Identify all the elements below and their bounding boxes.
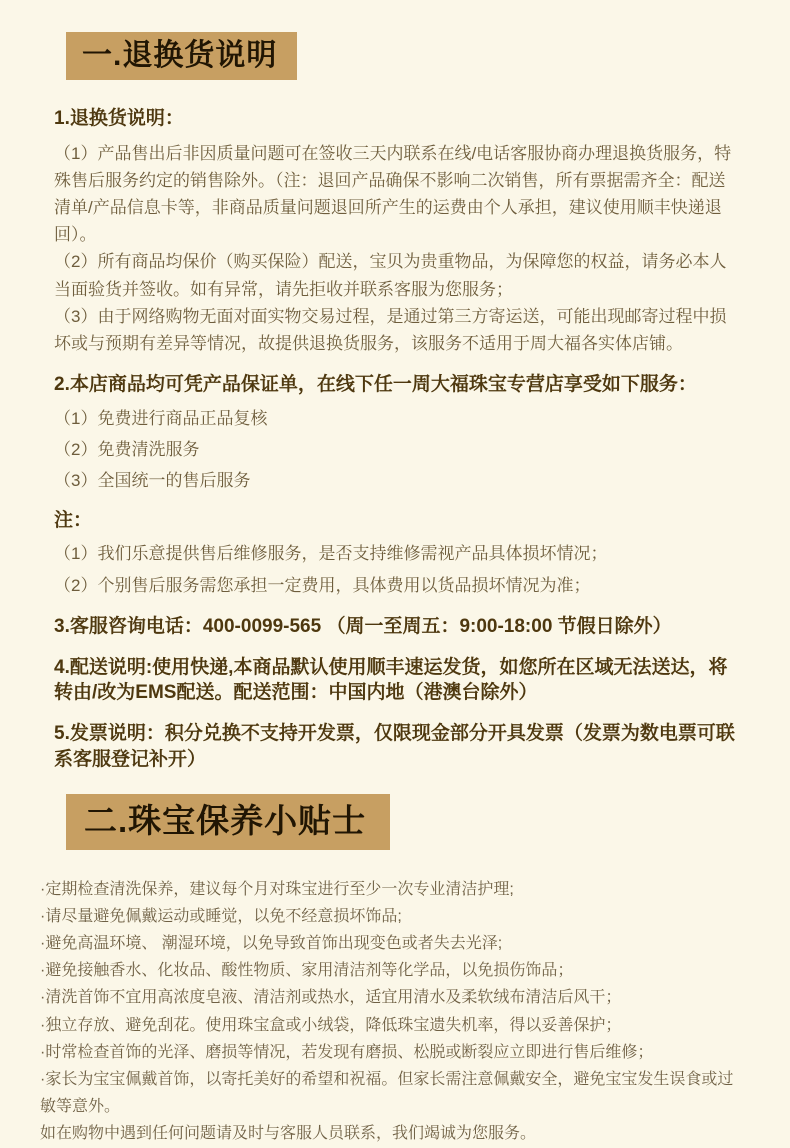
heading-return-policy: 1.退换货说明：: [54, 108, 184, 129]
care-tip-3: ·避免高温环境、 潮湿环境，以免导致首饰出现变色或者失去光泽;: [40, 935, 503, 953]
return-paragraph-3: （3）由于网络购物无面对面实物交易过程，是通过第三方寄运送，可能出现邮寄过程中损坏或与预期有差异等情况，故提供退换货服务，该服务不适用于周大福各实体店铺。: [54, 306, 727, 353]
heading-delivery-info: 4.配送说明:使用快递,本商品默认使用顺丰速运发货，如您所在区域无法送达，将转由/改为EMS配送。配送范围：中国内地（港澳台除外）: [54, 656, 728, 704]
note-item-2: （2）个别售后服务需您承担一定费用，具体费用以货品损坏情况为准；: [54, 575, 591, 595]
heading-warranty-services: 2.本店商品均可凭产品保证单，在线下任一周大福珠宝专营店享受如下服务：: [54, 374, 697, 396]
care-section-banner: 二.珠宝保养小贴士: [66, 794, 390, 849]
care-tip-4: ·避免接触香水、化妆品、酸性物质、家用清洁剂等化学品，以免损伤饰品；: [40, 962, 574, 980]
care-tip-2: ·请尽量避免佩戴运动或睡觉，以免不经意损坏饰品;: [40, 907, 402, 925]
heading-customer-service-phone: 3.客服咨询电话：400-0099-565 （周一至周五：9:00-18:00 节假日除外）: [54, 616, 672, 638]
heading-invoice-info: 5.发票说明：积分兑换不支持开发票，仅限现金部分开具发票（发票为数电票可联系客服登记补开）: [54, 723, 735, 770]
service-item-1: （1）免费进行商品正品复核: [54, 408, 268, 428]
return-paragraph-1: （1）产品售出后非因质量问题可在签收三天内联系在线/电话客服协商办理退换货服务，特殊售后服务约定的销售除外。（注：退回产品确保不影响二次销售，所有票据需齐全：配送清单/产品信息卡等，非商品质量问题退回所产生的运费由个人承担，建议使用顺丰快递退回）。: [54, 143, 732, 245]
care-tip-1: ·定期检查清洗保养，建议每个月对珠宝进行至少一次专业清洁护理;: [40, 880, 514, 898]
service-item-3: （3）全国统一的售后服务: [54, 471, 251, 491]
closing-statement: 如在购物中遇到任何问题请及时与客服人员联系，我们竭诚为您服务。: [40, 1125, 537, 1143]
care-tip-8: ·家长为宝宝佩戴首饰，以寄托美好的希望和祝福。但家长需注意佩戴安全，避免宝宝发生误食或过敏等意外。: [40, 1070, 734, 1116]
service-item-2: （2）免费清洗服务: [54, 440, 200, 460]
care-section-content: [0, 850, 790, 1148]
return-paragraph-2: （2）所有商品均保价（购买保险）配送，宝贝为贵重物品，为保障您的权益，请务必本人当面验货并签收。如有异常，请先拒收并联系客服为您服务；: [54, 252, 727, 299]
heading-note: 注：: [54, 509, 93, 531]
care-tip-5: ·清洗首饰不宜用高浓度皂液、清洁剂或热水，适宜用清水及柔软绒布清洁后风干；: [40, 989, 622, 1007]
note-item-1: （1）我们乐意提供售后维修服务，是否支持维修需视产品具体损坏情况；: [54, 544, 608, 564]
return-section-banner: 一.退换货说明: [66, 32, 297, 80]
care-tip-6: ·独立存放、避免刮花。使用珠宝盒或小绒袋，降低珠宝遗失机率，得以妥善保护；: [40, 1016, 622, 1034]
care-banner-container: [0, 794, 790, 849]
care-tip-7: ·时常检查首饰的光泽、磨损等情况，若发现有磨损、松脱或断裂应立即进行售后维修；: [40, 1043, 654, 1061]
return-section-content: [0, 80, 790, 772]
